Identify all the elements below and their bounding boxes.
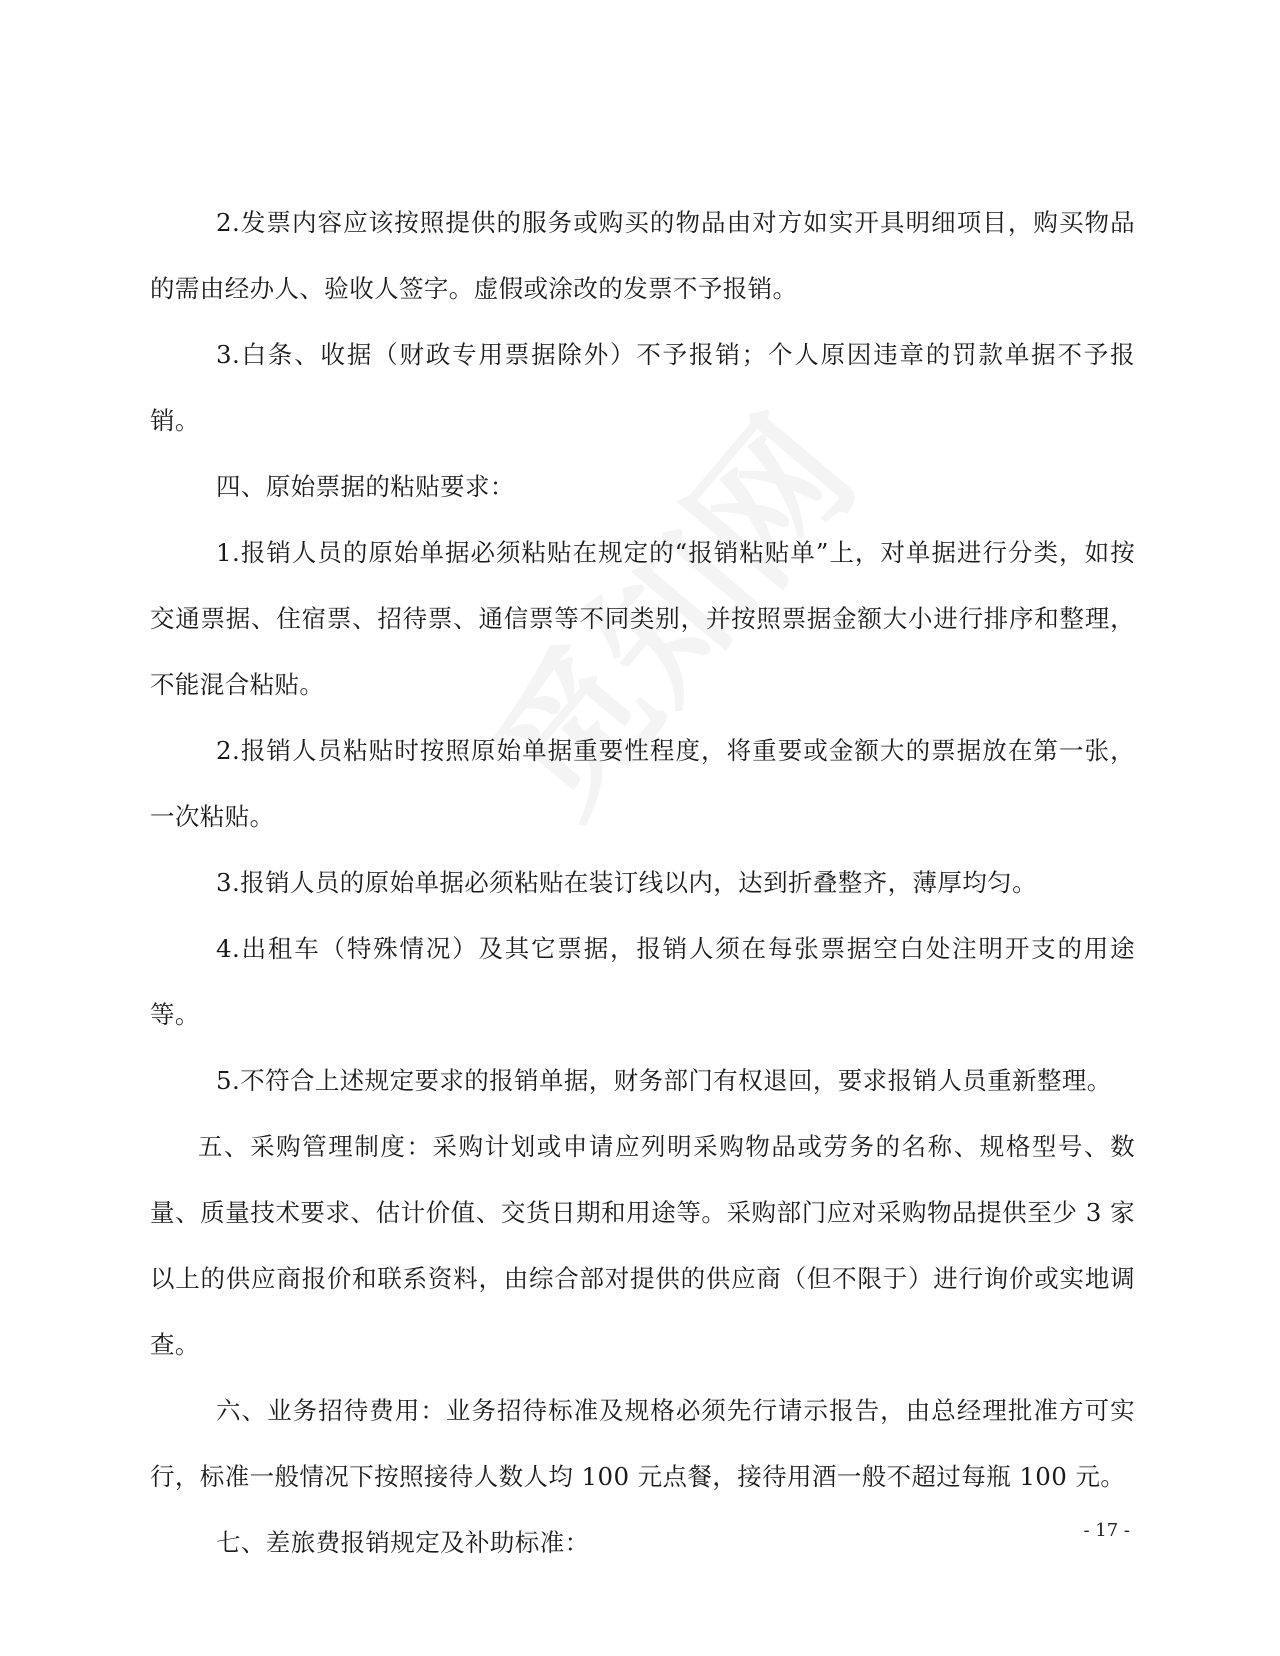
paragraph-pasting-rule-2: 2.报销人员粘贴时按照原始单据重要性程度，将重要或金额大的票据放在第一张，一次粘贴。	[150, 736, 1135, 831]
paragraph-pasting-rule-4: 4.出租车（特殊情况）及其它票据，报销人须在每张票据空白处注明开支的用途等。	[150, 934, 1135, 1029]
page-number: - 17 -	[1083, 1520, 1130, 1541]
paragraph-business-entertainment: 六、业务招待费用：业务招待标准及规格必须先行请示报告，由总经理批准方可实行，标准一般情况下按照接待人数人均 100 元点餐，接待用酒一般不超过每瓶 100 元。	[150, 1396, 1135, 1491]
paragraph-pasting-rule-3: 3.报销人员的原始单据必须粘贴在装订线以内，达到折叠整齐，薄厚均匀。	[216, 868, 1037, 897]
paragraph-pasting-rule-1: 1.报销人员的原始单据必须粘贴在规定的“报销粘贴单”上，对单据进行分类，如按交通票据、住宿票、招待票、通信票等不同类别，并按照票据金额大小进行排序和整理，不能混合粘贴。	[150, 538, 1135, 699]
document-body	[150, 190, 1135, 1576]
paragraph-receipts-not-reimbursed: 3.白条、收据（财政专用票据除外）不予报销；个人原因违章的罚款单据不予报销。	[150, 340, 1135, 435]
paragraph-procurement-policy: 五、采购管理制度：采购计划或申请应列明采购物品或劳务的名称、规格型号、数量、质量技术要求、估计价值、交货日期和用途等。采购部门应对采购物品提供至少 3 家以上的供应商报价和联系资料，由综合部对提供的供应商（但不限于）进行询价或实地调查。	[150, 1132, 1135, 1359]
paragraph-pasting-rule-5: 5.不符合上述规定要求的报销单据，财务部门有权退回，要求报销人员重新整理。	[216, 1066, 1112, 1095]
section-heading-pasting-requirements: 四、原始票据的粘贴要求：	[216, 472, 515, 501]
section-heading-travel-expenses: 七、差旅费报销规定及补助标准：	[216, 1528, 590, 1557]
paragraph-invoice-content: 2.发票内容应该按照提供的服务或购买的物品由对方如实开具明细项目，购买物品的需由经办人、验收人签字。虚假或涂改的发票不予报销。	[150, 208, 1135, 303]
